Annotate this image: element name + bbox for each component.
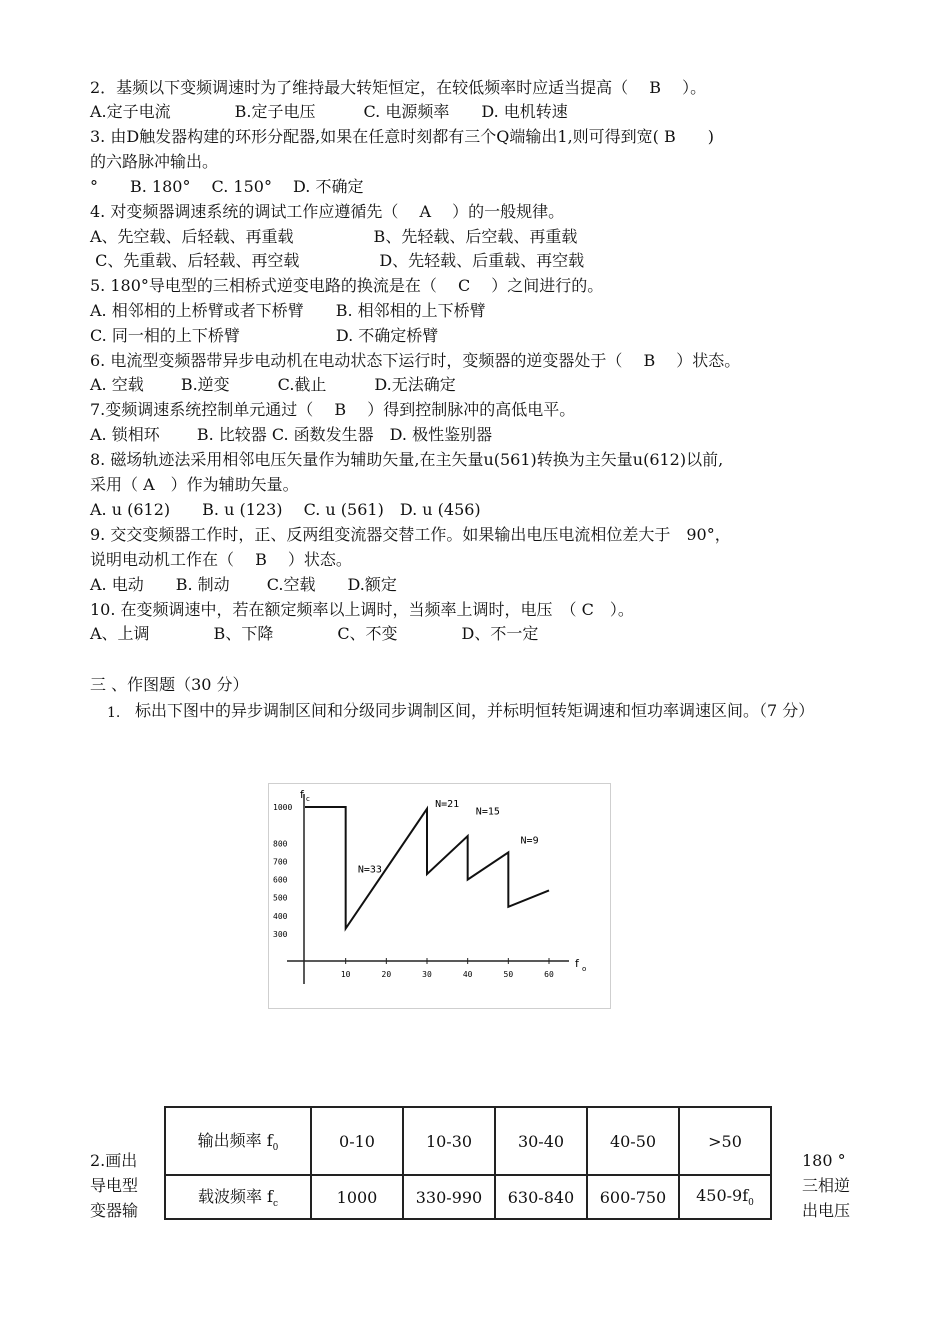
question-line: C. 同一相的上下桥臂 D. 不确定桥臂	[90, 326, 439, 345]
question-line: 4. 对变频器调速系统的调试工作应遵循先（ A ）的一般规律。	[90, 202, 565, 221]
frequency-table	[164, 1106, 772, 1220]
x-tick-label: 30	[422, 970, 432, 979]
table-header-cell	[165, 1107, 311, 1175]
cell-label: 输出频率 f	[197, 1131, 273, 1151]
x-tick-label: 10	[340, 970, 351, 979]
x-tick-label: 20	[381, 970, 392, 979]
table-cell: 330-990	[403, 1175, 495, 1219]
question2-right-line: 三相逆	[802, 1176, 851, 1195]
cell-subscript: 0	[272, 1143, 279, 1154]
question-line: 2．基频以下变频调速时为了维持最大转矩恒定，在较低频率时应适当提高（ B ）。	[90, 78, 707, 97]
table-header-cell	[165, 1175, 311, 1219]
x-axis-label-sub: o	[582, 965, 587, 973]
question-line: A. 相邻相的上桥臂或者下桥臂 B. 相邻相的上下桥臂	[90, 301, 486, 320]
question2-left-line: 2.画出	[90, 1151, 138, 1170]
y-tick-label: 400	[273, 911, 288, 921]
table-cell: 40-50	[587, 1107, 679, 1175]
annotation-label: N=9	[520, 835, 539, 847]
question2-left-text	[90, 1148, 138, 1223]
question2-right-line: 180 °	[802, 1151, 846, 1170]
question-line: 9. 交交变频器工作时，正、反两组变流器交替工作。如果输出电压电流相位差大于 90°，	[90, 525, 731, 544]
table-row	[165, 1107, 771, 1175]
question-line: A.定子电流 B.定子电压 C. 电源频率 D. 电机转速	[90, 102, 568, 121]
question-line: 8. 磁场轨迹法采用相邻电压矢量作为辅助矢量,在主矢量u(561)转换为主矢量u(612)以前,	[90, 450, 724, 469]
question-line: 10. 在变频调速中，若在额定频率以上调时，当频率上调时，电压 （ C ）。	[90, 600, 634, 619]
table-cell: 10-30	[403, 1107, 495, 1175]
x-axis-label: f	[575, 957, 579, 970]
series-line	[305, 807, 549, 929]
y-tick-label: 1000	[273, 803, 293, 812]
question2-right-line: 出电压	[802, 1201, 851, 1220]
question2-right-text	[802, 1148, 850, 1223]
table-cell: 1000	[311, 1175, 403, 1219]
question-line: 7.变频调速系统控制单元通过（ B ）得到控制脉冲的高低电平。	[90, 400, 576, 419]
x-tick-label: 40	[462, 970, 473, 979]
cell-subscript: 0	[748, 1198, 754, 1209]
table-cell: 0-10	[311, 1107, 403, 1175]
question-line: A. 锁相环 B. 比较器 C. 函数发生器 D. 极性鉴别器	[90, 425, 493, 444]
question-line: A、上调 B、下降 C、不变 D、不一定	[90, 624, 539, 643]
question-line: 采用（ A ）作为辅助矢量。	[90, 475, 299, 494]
annotation-label: N=21	[435, 799, 460, 810]
table-cell: >50	[679, 1107, 771, 1175]
section-title: 三 、作图题（30 分）	[90, 675, 249, 694]
annotation-label: N=15	[475, 806, 500, 818]
modulation-chart	[268, 783, 611, 1009]
chart-svg	[269, 784, 610, 1008]
question-line: 5. 180°导电型的三相桥式逆变电路的换流是在（ C ）之间进行的。	[90, 276, 604, 295]
table-cell: 600-750	[587, 1175, 679, 1219]
x-tick-label: 50	[503, 970, 514, 979]
question-line: 说明电动机工作在（ B ）状态。	[90, 550, 352, 569]
table-row	[165, 1175, 771, 1219]
table-cell: 630-840	[495, 1175, 587, 1219]
y-tick-label: 700	[273, 857, 288, 867]
question2-left-line: 变器输	[90, 1201, 139, 1220]
table-cell	[679, 1175, 771, 1219]
question-line: 6. 电流型变频器带异步电动机在电动状态下运行时，变频器的逆变器处于（ B ）状态。	[90, 351, 741, 370]
y-axis-label: f	[300, 788, 304, 801]
question-line: 的六路脉冲输出。	[90, 152, 219, 171]
question-line: C、先重载、后轻载、再空载 D、先轻载、后重载、再空载	[90, 251, 585, 270]
question-line: A. u (612) B. u (123) C. u (561) D. u (456)	[90, 500, 481, 519]
question-text: 标出下图中的异步调制区间和分级同步调制区间，并标明恒转矩调速和恒功率调速区间。（7 分）	[135, 701, 815, 720]
question-line: 3. 由D触发器构建的环形分配器,如果在任意时刻都有三个Q端输出1,则可得到宽( B )	[90, 127, 714, 146]
cell-label: 450-9f	[696, 1185, 749, 1205]
question-number: 1.	[107, 705, 121, 721]
question-line: ° B. 180° C. 150° D. 不确定	[90, 177, 364, 196]
cell-label: 载波频率 f	[197, 1187, 273, 1207]
y-tick-label: 600	[273, 875, 288, 885]
y-tick-label: 500	[273, 893, 288, 903]
table-cell: 30-40	[495, 1107, 587, 1175]
y-tick-label: 800	[273, 839, 288, 849]
question-line: A. 电动 B. 制动 C.空载 D.额定	[90, 575, 397, 594]
x-tick-label: 60	[544, 970, 554, 979]
cell-subscript: c	[272, 1199, 279, 1210]
y-tick-label: 300	[273, 930, 288, 939]
question-line: A. 空载 B.逆变 C.截止 D.无法确定	[90, 375, 456, 394]
annotation-label: N=33	[357, 864, 382, 876]
question-line: A、先空载、后轻载、再重载 B、先轻载、后空载、再重载	[90, 227, 578, 246]
y-axis-label-sub: c	[306, 795, 310, 803]
question2-left-line: 导电型	[90, 1176, 139, 1195]
